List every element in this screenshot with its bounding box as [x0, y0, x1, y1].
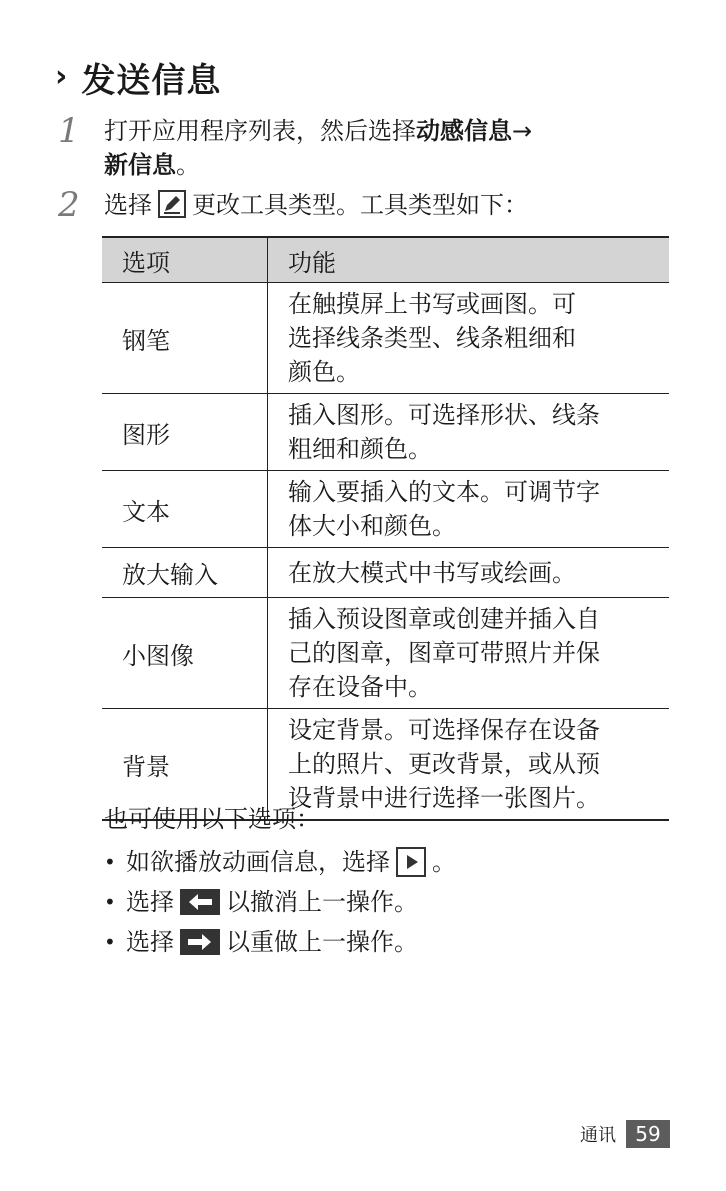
tool-type-table	[102, 236, 669, 821]
column-header-option: 选项	[102, 237, 268, 283]
function-cell: 在放大模式中书写或绘画。	[288, 558, 576, 587]
section-heading	[55, 52, 221, 102]
bullet-icon: •	[104, 850, 116, 874]
table-row	[102, 283, 669, 394]
menu-item-name: 新信息	[104, 151, 176, 179]
step-text: 打开应用程序列表，然后选择动感信息→ 新信息。	[104, 117, 533, 179]
function-cell: 设定背景。可选择保存在设备 上的照片、更改背景，或从预 设背景中进行选择一张图片。	[288, 716, 600, 812]
function-cell: 插入预设图章或创建并插入自 己的图章，图章可带照片并保 存在设备中。	[288, 605, 600, 701]
pen-edit-icon	[158, 190, 186, 218]
table-row	[102, 548, 669, 598]
table-row	[102, 598, 669, 709]
table-row	[102, 471, 669, 548]
page-number: 59	[626, 1120, 670, 1148]
app-name: 动感信息	[416, 117, 512, 145]
list-item: • 选择 以撤消上一操作。	[104, 882, 456, 922]
redo-arrow-icon	[180, 929, 220, 955]
options-list	[104, 842, 456, 962]
step-text: 选择 更改工具类型。工具类型如下：	[104, 191, 528, 219]
option-cell: 背景	[102, 709, 268, 821]
function-cell: 插入图形。可选择形状、线条 粗细和颜色。	[288, 401, 600, 463]
function-cell: 输入要插入的文本。可调节字 体大小和颜色。	[288, 478, 600, 540]
option-cell: 文本	[102, 471, 268, 548]
function-cell: 在触摸屏上书写或画图。可 选择线条类型、线条粗细和 颜色。	[288, 290, 576, 386]
undo-arrow-icon	[180, 889, 220, 915]
list-item: • 如欲播放动画信息，选择 。	[104, 842, 456, 882]
bullet-icon: •	[104, 930, 116, 954]
other-options-label: 也可使用以下选项：	[104, 805, 320, 833]
step-number: 2	[58, 185, 80, 225]
footer-section-name: 通讯	[580, 1125, 616, 1146]
option-cell: 放大输入	[102, 548, 268, 598]
list-item: • 选择 以重做上一操作。	[104, 922, 456, 962]
column-header-function: 功能	[288, 248, 336, 277]
page-title: 发送信息	[81, 60, 222, 101]
option-cell: 图形	[102, 394, 268, 471]
table-header-row	[102, 237, 669, 283]
play-icon	[396, 847, 426, 877]
page-footer	[580, 1120, 670, 1148]
table-row	[102, 394, 669, 471]
step-number: 1	[58, 111, 80, 151]
chevron-icon: ›	[55, 59, 68, 94]
option-cell: 小图像	[102, 598, 268, 709]
option-cell: 钢笔	[102, 283, 268, 394]
bullet-icon: •	[104, 890, 116, 914]
